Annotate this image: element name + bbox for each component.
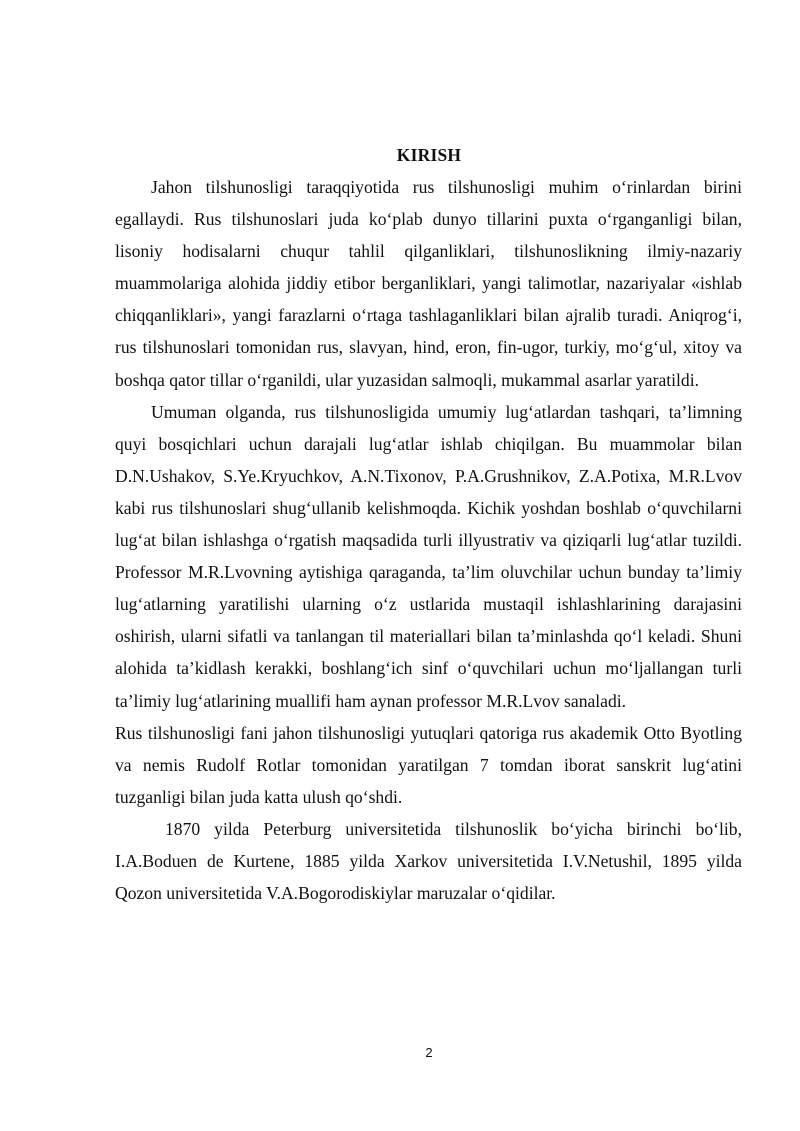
paragraph-1: Jahon tilshunosligi taraqqiyotida rus tilshunosligi muhim o‘rinlardan birini egallaydi. Rus tilshunoslari juda ko‘plab dunyo tillarini puxta o‘rganganligi bilan, lisoniy hodisalarni chuqur tahlil qilganliklari, tilshunoslikning ilmiy-nazariy muammolariga alohida jiddiy etibor berganliklari, yangi talimotlar, nazariyalar «ishlab chiqqanliklari», yangi farazlarni o‘rtaga tashlaganliklari bilan ajralib turadi. Aniqrog‘i, rus tilshunoslari tomonidan rus, slavyan, hind, eron, fin-ugor, turkiy, mo‘g‘ul, xitoy va boshqa qator tillar o‘rganildi, ular yuzasidan salmoqli, mukammal asarlar yaratildi. (115, 177, 742, 390)
paragraph-4: 1870 yilda Peterburg universitetida tilshunoslik bo‘yicha birinchi bo‘lib, I.A.Boduen de Kurtene, 1885 yilda Xarkov universitetida I.V.Netushil, 1895 yilda Qozon universitetida V.A.Bogorodiskiylar maruzalar o‘qidilar. (115, 818, 742, 904)
page-number: 2 (425, 1045, 433, 1060)
paragraph-2: Umuman olganda, rus tilshunosligida umumiy lug‘atlardan tashqari, ta’limning quyi bosqichlari uchun darajali lug‘atlar ishlab chiqilgan. Bu muammolar bilan D.N.Ushakov, S.Ye.Kryuchkov, A.N.Tixonov, P.A.Grushnikov, Z.A.Potixa, M.R.Lvov kabi rus tilshunoslari shug‘ullanib kelishmoqda. Kichik yoshdan boshlab o‘quvchilarni lug‘at bilan ishlashga o‘rgatish maqsadida turli illyustrativ va qiziqarli lug‘atlar tuzildi. Professor M.R.Lvovning aytishiga qaraganda, ta’lim oluvchilar uchun bunday ta’limiy lug‘atlarning yaratilishi ularning o‘z ustlarida mustaqil ishlashlarining darajasini oshirish, ularni sifatli va tanlangan til materiallari bilan ta’minlashda qo‘l keladi. Shuni alohida ta’kidlash kerakki, boshlang‘ich sinf o‘quvchilari uchun mo‘ljallangan turli ta’limiy lug‘atlarining muallifi ham aynan professor M.R.Lvov sanaladi. (115, 401, 742, 711)
body-text (115, 171, 742, 909)
paragraph-3: Rus tilshunosligi fani jahon tilshunosligi yutuqlari qatoriga rus akademik Otto Byotling va nemis Rudolf Rotlar tomonidan yaratilgan 7 tomdan iborat sanskrit lug‘atini tuzganligi bilan juda katta ulush qo‘shdi. (115, 722, 742, 807)
section-title: KIRISH (396, 145, 462, 165)
